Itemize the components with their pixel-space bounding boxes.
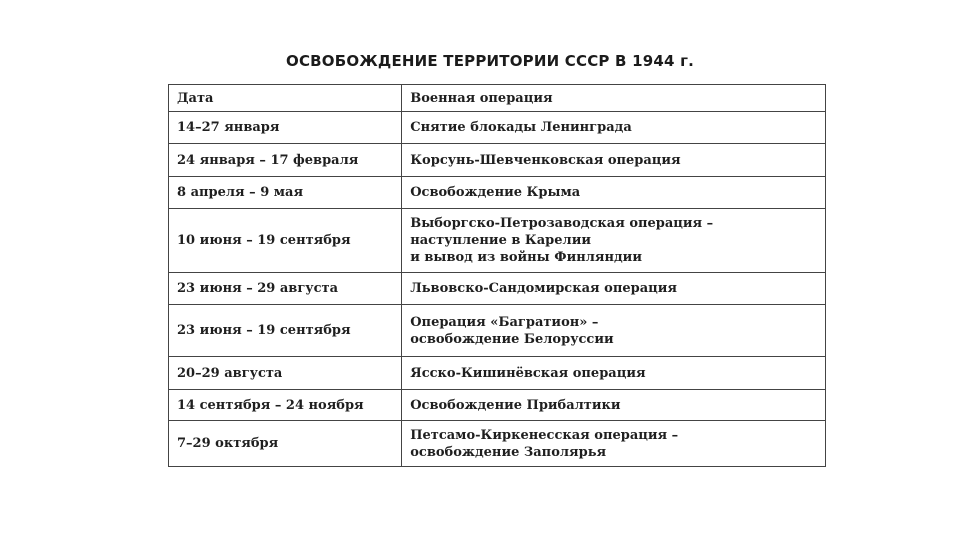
table-row <box>169 357 826 390</box>
operations-table <box>168 84 826 467</box>
table-row <box>169 209 826 273</box>
operation-cell <box>402 177 826 209</box>
date-cell: 23 июня – 29 августа <box>169 273 402 305</box>
operation-line: Освобождение Прибалтики <box>410 397 621 413</box>
table-row <box>169 390 826 421</box>
operation-cell <box>402 209 826 273</box>
operation-line: Снятие блокады Ленинграда <box>410 120 632 135</box>
operation-line: освобождение Белоруссии <box>410 331 614 347</box>
date-cell: 20–29 августа <box>169 357 402 390</box>
document-title: ОСВОБОЖДЕНИЕ ТЕРРИТОРИИ СССР В 1944 г. <box>286 52 695 70</box>
table-row <box>169 144 826 177</box>
operation-cell <box>402 112 826 144</box>
operation-line: Ясско-Кишинёвская операция <box>410 365 646 381</box>
table-row <box>169 177 826 209</box>
operation-cell <box>402 305 826 357</box>
table-row <box>169 273 826 305</box>
date-cell: 24 января – 17 февраля <box>169 144 402 177</box>
operation-cell <box>402 273 826 305</box>
operation-line: наступление в Карелии <box>410 233 591 248</box>
operation-cell <box>402 421 826 467</box>
date-cell: 14–27 января <box>169 112 402 144</box>
operation-line: Львовско-Сандомирская операция <box>410 281 677 296</box>
operations-table-body <box>169 85 826 467</box>
operation-line: Операция «Багратион» – <box>410 314 599 330</box>
operation-line: и вывод из войны Финляндии <box>410 250 642 265</box>
operation-line: Выборгско-Петрозаводская операция – <box>410 216 714 231</box>
date-cell: 14 сентября – 24 ноября <box>169 390 402 421</box>
operation-line: Петсамо-Киркенесская операция – <box>410 427 679 443</box>
operation-cell <box>402 144 826 177</box>
table-row <box>169 305 826 357</box>
operation-cell <box>402 357 826 390</box>
table-header-row <box>169 85 826 112</box>
header-cell-operation: Военная операция <box>402 85 826 112</box>
operation-line: Корсунь-Шевченковская операция <box>410 152 681 168</box>
date-cell: 8 апреля – 9 мая <box>169 177 402 209</box>
operation-line: освобождение Заполярья <box>410 444 607 460</box>
date-cell: 7–29 октября <box>169 421 402 467</box>
date-cell: 23 июня – 19 сентября <box>169 305 402 357</box>
operation-line: Освобождение Крыма <box>410 185 581 200</box>
operation-cell <box>402 390 826 421</box>
date-cell: 10 июня – 19 сентября <box>169 209 402 273</box>
table-row <box>169 421 826 467</box>
header-cell-date: Дата <box>169 85 402 112</box>
table-row <box>169 112 826 144</box>
